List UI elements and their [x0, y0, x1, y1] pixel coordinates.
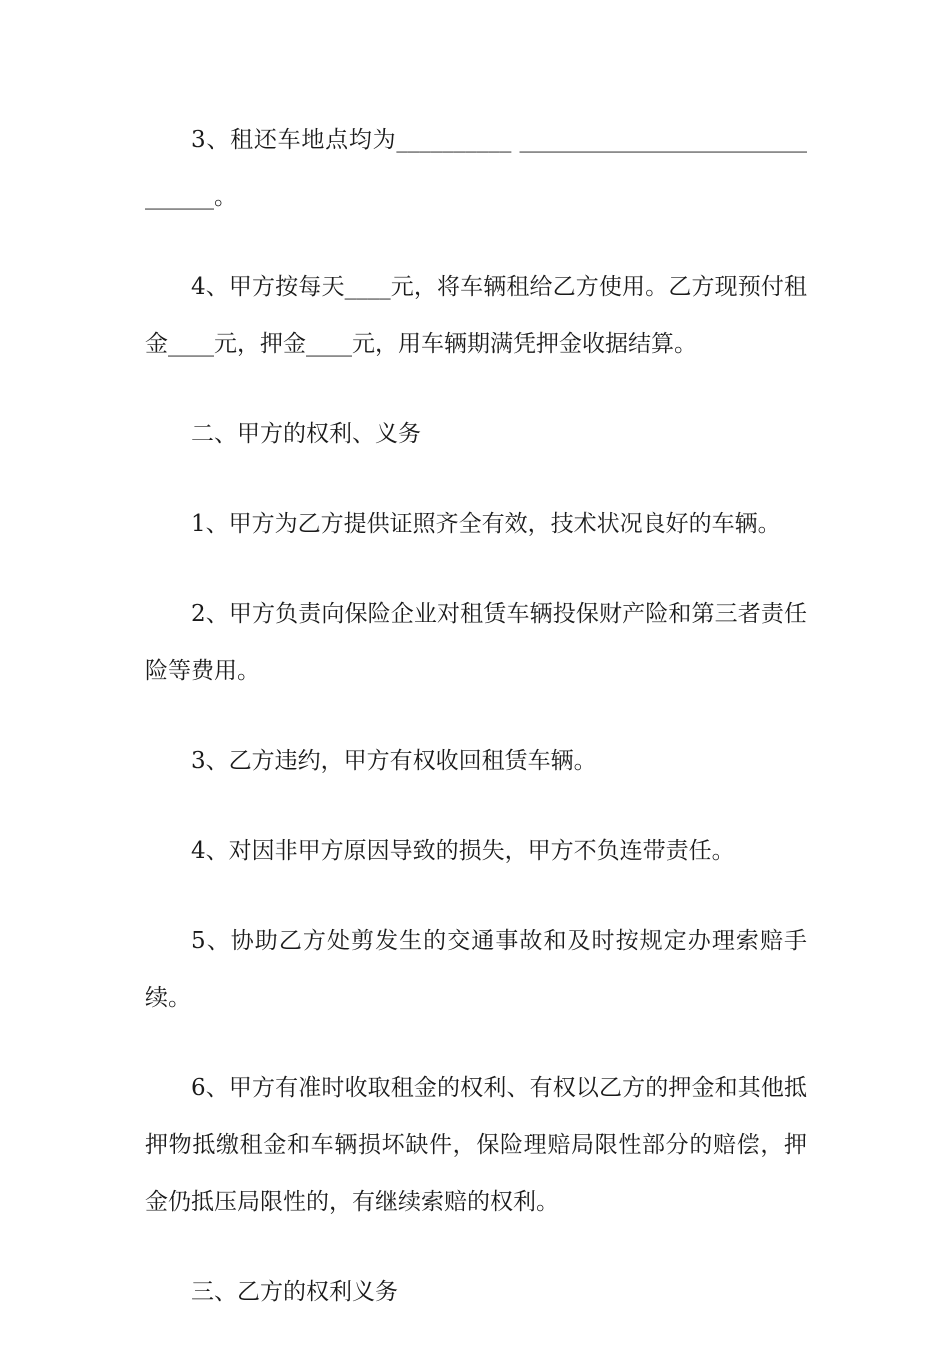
party-a-item-1: 1、甲方为乙方提供证照齐全有效，技术状况良好的车辆。 [191, 511, 781, 537]
section-3-heading: 三、乙方的权利义务 [191, 1279, 398, 1305]
clause-3-location: 3、租还车地点均为__________ _________________________ ______。 [145, 127, 815, 210]
party-a-item-4: 4、对因非甲方原因导致的损失，甲方不负连带责任。 [191, 838, 735, 864]
party-a-item-5: 5、协助乙方处剪发生的交通事故和及时按规定办理索赔手续。 [145, 928, 807, 1011]
section-2-heading: 二、甲方的权利、义务 [191, 421, 421, 447]
party-a-item-2: 2、甲方负责向保险企业对租赁车辆投保财产险和第三者责任险等费用。 [145, 601, 807, 684]
party-a-item-6: 6、甲方有准时收取租金的权利、有权以乙方的押金和其他抵押物抵缴租金和车辆损坏缺件，保险理赔局限性部分的赔偿，押金仍抵压局限性的，有继续索赔的权利。 [145, 1075, 807, 1215]
clause-4-rent: 4、甲方按每天____元，将车辆租给乙方使用。乙方现预付租金____元，押金____元，用车辆期满凭押金收据结算。 [145, 274, 807, 357]
document-body [145, 112, 815, 1354]
party-a-item-3: 3、乙方违约，甲方有权收回租赁车辆。 [191, 748, 597, 774]
